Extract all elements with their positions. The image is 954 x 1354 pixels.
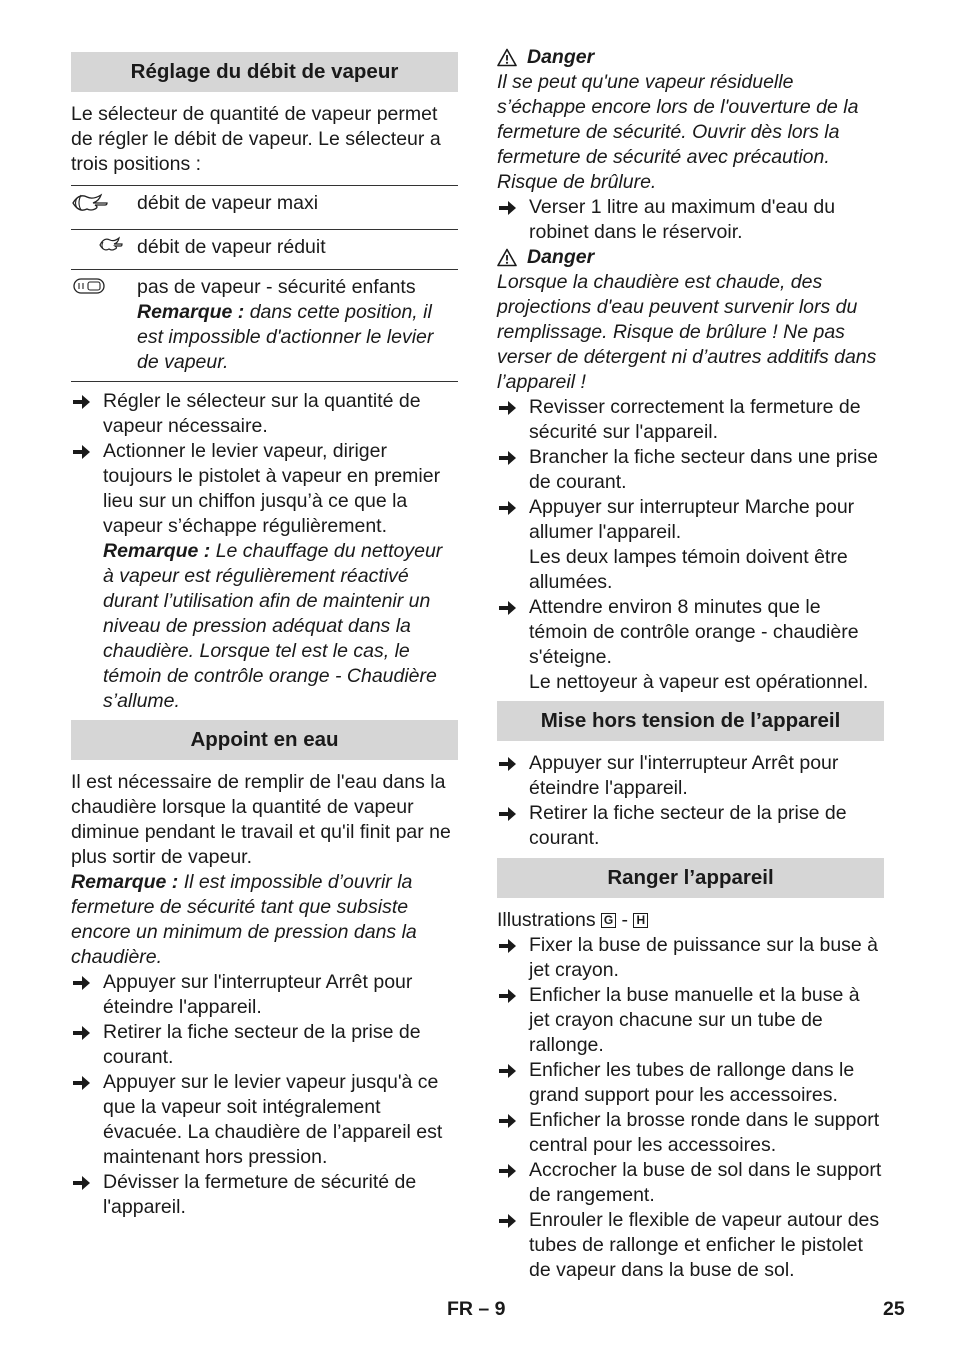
arrow-right-icon [499, 1164, 516, 1178]
step-note [103, 539, 458, 714]
arrow-right-icon [73, 1176, 90, 1190]
list-item [497, 1208, 884, 1283]
step-text: Accrocher la buse de sol dans le support de rangement. [529, 1159, 882, 1206]
appoint-steps [71, 970, 458, 1220]
steam-max-label: débit de vapeur maxi [137, 186, 458, 230]
note-label: Remarque : [71, 871, 179, 893]
steam-off-label: pas de vapeur - sécurité enfants [137, 276, 416, 298]
step-text: Enficher les tubes de rallonge dans le grand support pour les accessoires. [529, 1059, 855, 1106]
reglage-steps [71, 389, 458, 714]
danger-title [497, 45, 884, 70]
list-item [497, 495, 884, 595]
note-text: dans cette position, il est impossible d'actionner le levier de vapeur. [137, 301, 434, 373]
step-text: Appuyer sur l'interrupteur Arrêt pour éteindre l'appareil. [103, 971, 413, 1018]
arrow-right-icon [499, 601, 516, 615]
step-extra: Le nettoyeur à vapeur est opérationnel. [529, 671, 869, 693]
heading-ranger: Ranger l’appareil [497, 858, 884, 898]
illustrations-ref [497, 908, 884, 933]
warning-icon [497, 248, 517, 267]
step-extra: Les deux lampes témoin doivent être allumées. [529, 546, 848, 593]
steam-selector-table [71, 185, 458, 382]
list-item [497, 1108, 884, 1158]
steam-max-icon [71, 186, 137, 230]
danger-label: Danger [527, 246, 595, 268]
arrow-right-icon [73, 1026, 90, 1040]
list-item [497, 1058, 884, 1108]
appoint-note [71, 870, 458, 970]
step-text: Revisser correctement la fermeture de sécurité sur l'appareil. [529, 396, 861, 443]
warning-icon [497, 48, 517, 67]
heading-reglage: Réglage du débit de vapeur [71, 52, 458, 92]
note-text: Il est impossible d’ouvrir la fermeture de sécurité tant que subsiste encore un minimum de pression dans la chaudière. [71, 871, 417, 968]
list-item [71, 1020, 458, 1070]
figure-ref-g: G [601, 913, 616, 928]
right-column [497, 45, 884, 1283]
list-item [71, 1070, 458, 1170]
illustrations-separator: - [621, 909, 628, 931]
arrow-right-icon [499, 501, 516, 515]
reglage-intro: Le sélecteur de quantité de vapeur permet de régler le débit de vapeur. Le sélecteur a trois positions : [71, 103, 441, 175]
steam-off-note [137, 300, 458, 375]
step-text: Attendre environ 8 minutes que le témoin de contrôle orange - chaudière s'éteigne. [529, 596, 859, 668]
arrow-right-icon [499, 1064, 516, 1078]
arrow-right-icon [73, 445, 90, 459]
arrow-right-icon [499, 1114, 516, 1128]
arrow-right-icon [499, 401, 516, 415]
arrow-right-icon [499, 989, 516, 1003]
fill-steps [497, 395, 884, 695]
steam-row-reduced [71, 230, 458, 270]
arrow-right-icon [499, 1214, 516, 1228]
list-item [497, 595, 884, 695]
step-text: Appuyer sur le levier vapeur jusqu'à ce que la vapeur soit intégralement évacuée. La chaudière de l’appareil est maintenant hors pression. [103, 1071, 443, 1168]
list-item [497, 751, 884, 801]
appoint-intro: Il est nécessaire de remplir de l'eau dans la chaudière lorsque la quantité de vapeur diminue pendant le travail et qu'il finit par ne plus sortir de vapeur. [71, 771, 451, 868]
illustrations-label: Illustrations [497, 909, 596, 931]
list-item [497, 933, 884, 983]
arrow-right-icon [73, 395, 90, 409]
list-item [497, 195, 884, 245]
figure-ref-h: H [633, 913, 648, 928]
danger-text: Lorsque la chaudière est chaude, des projections d'eau peuvent survenir lors du remplissage. Risque de brûlure ! Ne pas verser de détergent ni d’autres additifs dans l’appareil ! [497, 271, 877, 393]
step-text: Actionner le levier vapeur, diriger toujours le pistolet à vapeur en premier lieu sur un chiffon jusqu’à ce que la vapeur s’échappe régulièrement. [103, 440, 441, 537]
step-text: Enficher la buse manuelle et la buse à jet crayon chacune sur un tube de rallonge. [529, 984, 860, 1056]
mise-hors-steps [497, 751, 884, 851]
danger-title [497, 245, 884, 270]
step-text: Retirer la fiche secteur de la prise de courant. [103, 1021, 421, 1068]
list-item [497, 1158, 884, 1208]
steam-row-off [71, 270, 458, 382]
note-label: Remarque : [103, 540, 211, 562]
step-text: Appuyer sur l'interrupteur Arrêt pour éteindre l'appareil. [529, 752, 839, 799]
ranger-steps [497, 933, 884, 1283]
steam-reduced-label: débit de vapeur réduit [137, 230, 458, 270]
arrow-right-icon [499, 939, 516, 953]
list-item [71, 439, 458, 714]
danger-label: Danger [527, 46, 595, 68]
list-item [71, 389, 458, 439]
list-item [497, 445, 884, 495]
arrow-right-icon [499, 757, 516, 771]
list-item [71, 970, 458, 1020]
step-text: Enficher la brosse ronde dans le support central pour les accessoires. [529, 1109, 880, 1156]
note-label: Remarque : [137, 301, 245, 323]
left-column [71, 45, 458, 1220]
step-text: Fixer la buse de puissance sur la buse à jet crayon. [529, 934, 879, 981]
list-item [497, 983, 884, 1058]
step-text: Enrouler le flexible de vapeur autour des tubes de rallonge et enficher le pistolet de vapeur dans la buse de sol. [529, 1209, 880, 1281]
list-item [497, 395, 884, 445]
step-text: Verser 1 litre au maximum d'eau du robinet dans le réservoir. [529, 196, 836, 243]
steam-row-max [71, 186, 458, 230]
step-text: Régler le sélecteur sur la quantité de vapeur nécessaire. [103, 390, 421, 437]
arrow-right-icon [499, 807, 516, 821]
danger-text: Il se peut qu'une vapeur résiduelle s’échappe encore lors de l'ouverture de la fermeture de sécurité. Ouvrir dès lors la fermeture de sécurité avec précaution. Risque de brûlure. [497, 71, 859, 193]
arrow-right-icon [499, 201, 516, 215]
step-text: Appuyer sur interrupteur Marche pour allumer l'appareil. [529, 496, 855, 543]
step-text: Brancher la fiche secteur dans une prise de courant. [529, 446, 879, 493]
heading-mise-hors-tension: Mise hors tension de l’appareil [497, 701, 884, 741]
step-text: Retirer la fiche secteur de la prise de courant. [529, 802, 847, 849]
list-item [497, 801, 884, 851]
arrow-right-icon [73, 1076, 90, 1090]
arrow-right-icon [73, 976, 90, 990]
note-text: Le chauffage du nettoyeur à vapeur est régulièrement réactivé durant l’utilisation afin de maintenir un niveau de pression adéquat dans la chaudière. Lorsque tel est le cas, le témoin de contrôle orange - Chaudière s’allume. [103, 540, 443, 712]
footer-section-label: FR – 9 [447, 1298, 506, 1320]
step-text: Dévisser la fermeture de sécurité de l'appareil. [103, 1171, 417, 1218]
no-steam-child-lock-icon [71, 270, 137, 382]
list-item [71, 1170, 458, 1220]
arrow-right-icon [499, 451, 516, 465]
steam-off-cell [137, 270, 458, 382]
heading-appoint: Appoint en eau [71, 720, 458, 760]
steam-reduced-icon [71, 230, 137, 270]
page-number: 25 [883, 1298, 905, 1320]
